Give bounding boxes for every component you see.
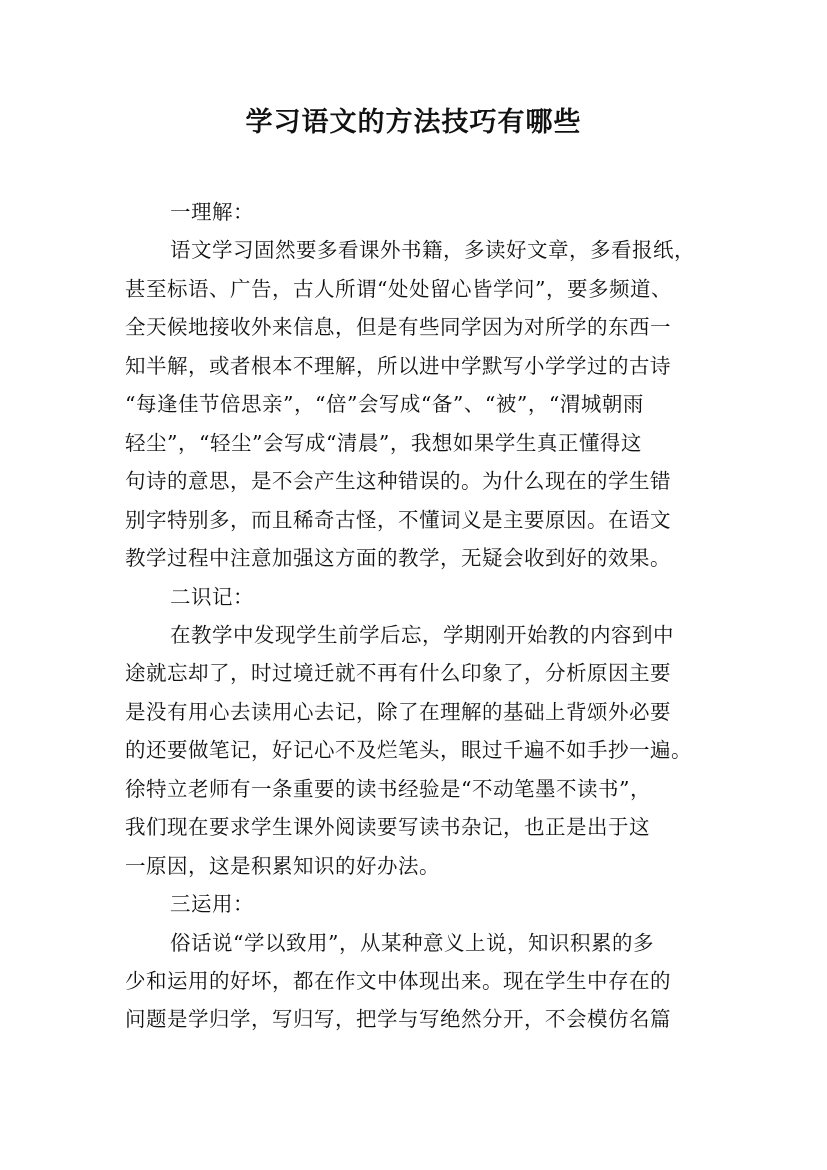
text-line: 问题是学归学，写归写，把学与写绝然分开，不会模仿名篇 xyxy=(125,1007,671,1032)
text-line: 一原因，这是积累知识的好办法。 xyxy=(125,853,440,878)
text-line: 一理解： xyxy=(170,200,254,224)
text-line: 二识记： xyxy=(170,584,254,609)
text-line: 途就忘却了，时过境迁就不再有什么印象了，分析原因主要 xyxy=(125,661,671,686)
text-line: 徐特立老师有一条重要的读书经验是“不动笔墨不读书”， xyxy=(125,776,651,801)
text-line: 是没有用心去读用心去记，除了在理解的基础上背颂外必要 xyxy=(125,699,671,724)
text-line: 三运用： xyxy=(170,892,254,917)
text-line: 全天候地接收外来信息，但是有些同学因为对所学的东西一 xyxy=(125,315,671,340)
text-line: 知半解，或者根本不理解，所以进中学默写小学学过的古诗 xyxy=(125,353,671,378)
text-line: 俗话说“学以致用”，从某种意义上说，知识积累的多 xyxy=(170,930,654,955)
text-line: 在教学中发现学生前学后忘，学期刚开始教的内容到中 xyxy=(170,622,674,647)
text-line: 别字特别多，而且稀奇古怪，不懂词义是主要原因。在语文 xyxy=(125,507,671,532)
text-line: 轻尘”，“轻尘”会写成“清晨”，我想如果学生真正懂得这 xyxy=(125,430,642,455)
text-line: 甚至标语、广告，古人所谓“处处留心皆学问”，要多频道、 xyxy=(125,276,672,301)
text-line: 教学过程中注意加强这方面的教学，无疑会收到好的效果。 xyxy=(125,546,671,571)
document-title: 学习语文的方法技巧有哪些 xyxy=(245,107,582,138)
text-line: “每逢佳节倍思亲”，“倍”会写成“备”、“被”，“渭城朝雨 xyxy=(125,392,644,417)
text-line: 少和运用的好坏，都在作文中体现出来。现在学生中存在的 xyxy=(125,969,671,993)
text-line: 语文学习固然要多看课外书籍，多读好文章，多看报纸， xyxy=(170,238,695,263)
text-line: 的还要做笔记，好记心不及烂笔头，眼过千遍不如手抄一遍。 xyxy=(125,738,692,763)
text-line: 我们现在要求学生课外阅读要写读书杂记，也正是出于这 xyxy=(125,815,650,840)
text-line: 句诗的意思，是不会产生这种错误的。为什么现在的学生错 xyxy=(125,469,671,494)
